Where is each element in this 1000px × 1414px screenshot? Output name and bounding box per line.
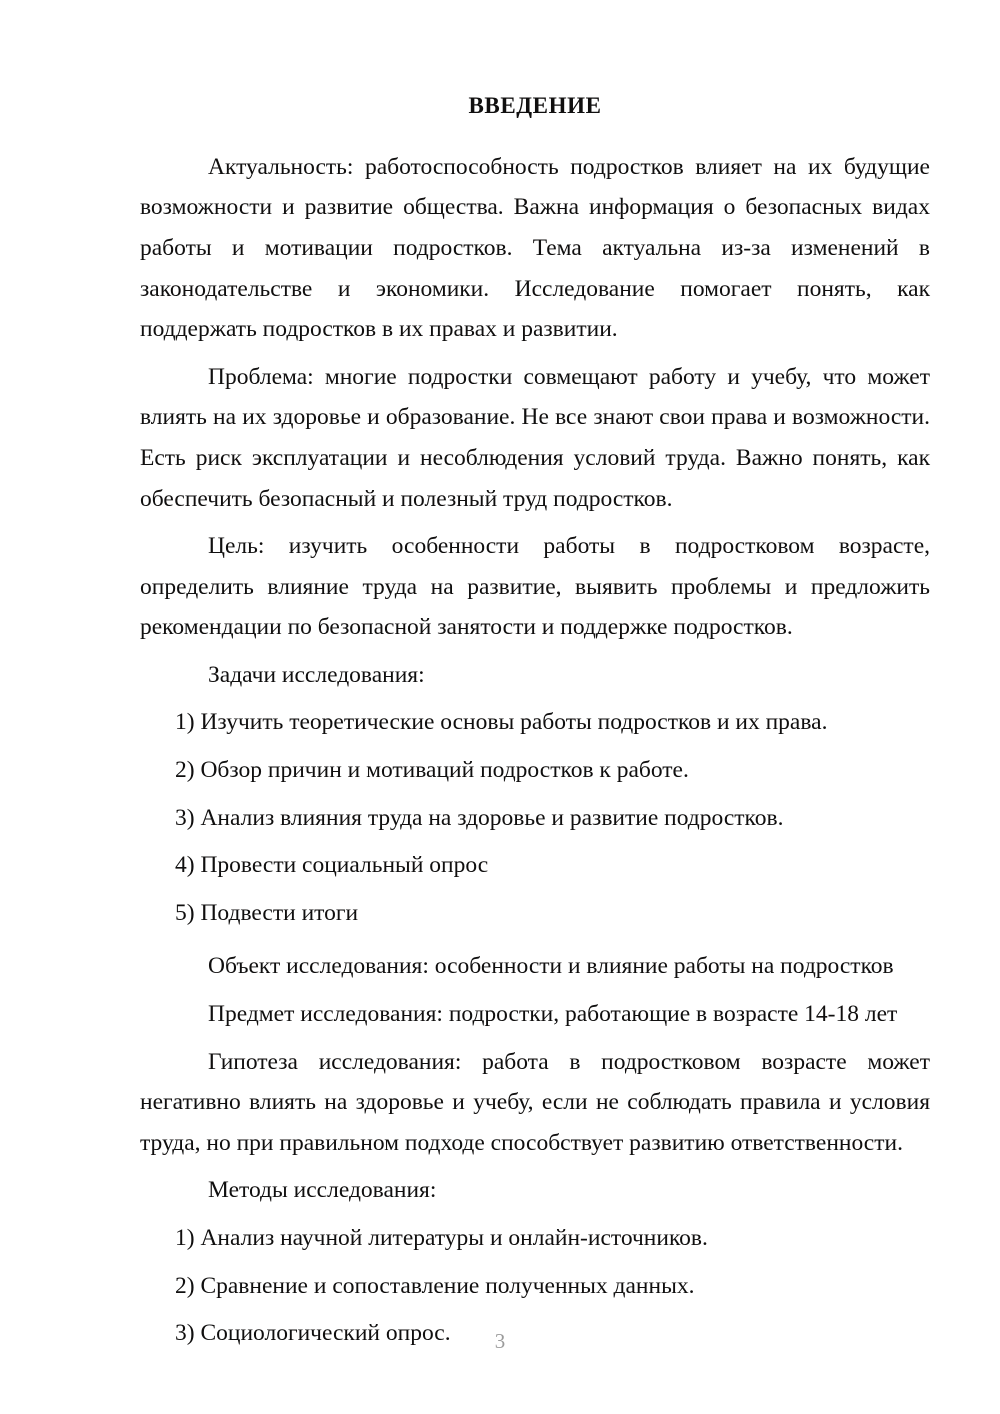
paragraph-relevance: Актуальность: работоспособность подростков влияет на их будущие возможности и развитие общества. Важна информация о безопасных видах работы и мотивации подростков. Тема актуальна из-за изменений в законодательстве и экономики. Исследование помогает понять, как поддержать подростков в их правах и развитии. [140,153,930,343]
page-title: ВВЕДЕНИЕ [468,93,602,118]
paragraph-hypothesis: Гипотеза исследования: работа в подростковом возрасте может негативно влиять на здоровье и учебу, если не соблюдать правила и условия труда, но при правильном подходе способствует развитию ответственности. [140,1048,930,1156]
list-item: 3) Социологический опрос. [175,1320,451,1347]
paragraph-object: Объект исследования: особенности и влияние работы на подростков [208,953,894,980]
list-item: 4) Провести социальный опрос [175,852,489,879]
list-item: 5) Подвести итоги [175,899,359,926]
tasks-label: Задачи исследования: [208,661,425,688]
list-item: 1) Изучить теоретические основы работы подростков и их права. [175,709,828,736]
document-content [140,92,930,1361]
page-number: 3 [494,1329,506,1353]
methods-label: Методы исследования: [208,1177,437,1204]
list-item: 1) Анализ научной литературы и онлайн-источников. [175,1225,708,1251]
list-item: 2) Обзор причин и мотиваций подростков к работе. [175,757,689,784]
list-item: 3) Анализ влияния труда на здоровье и развитие подростков. [175,804,784,831]
paragraph-goal: Цель: изучить особенности работы в подростковом возрасте, определить влияние труда на развитие, выявить проблемы и предложить рекомендации по безопасной занятости и поддержке подростков. [140,533,930,641]
list-item: 2) Сравнение и сопоставление полученных данных. [175,1272,695,1299]
tasks-list [140,702,930,933]
paragraph-problem: Проблема: многие подростки совмещают работу и учебу, что может влиять на их здоровье и образование. Не все знают свои права и возможности. Есть риск эксплуатации и несоблюдения условий труда. Важно понять, как обеспечить безопасный и полезный труд подростков. [140,363,930,512]
paragraph-subject: Предмет исследования: подростки, работающие в возрасте 14-18 лет [208,1001,898,1028]
